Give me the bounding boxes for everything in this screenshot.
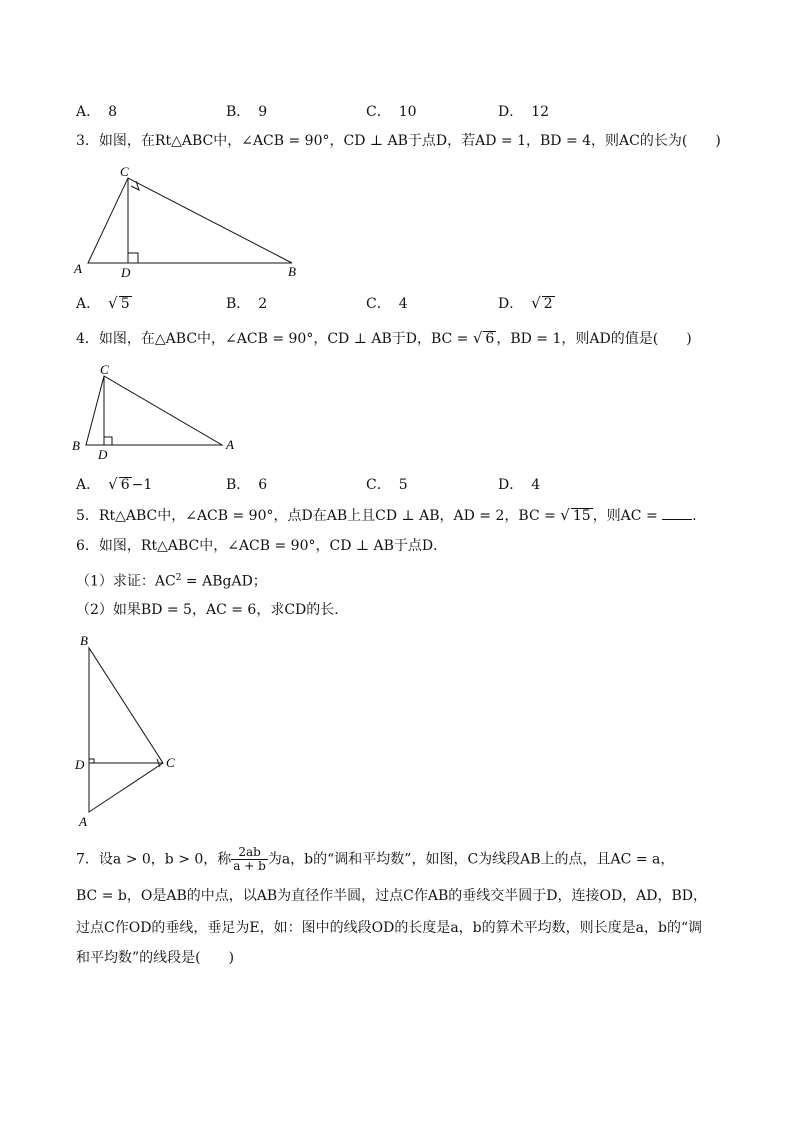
q6-label-c: C	[166, 755, 175, 770]
option-b: B． 6	[226, 477, 268, 493]
q4-label-c: C	[100, 362, 109, 377]
q6-label-b: B	[80, 633, 88, 648]
q6-part2: （2）如果BD = 5，AC = 6，求CD的长．	[76, 602, 349, 618]
q4-figure	[70, 360, 250, 464]
option-a: A． √ 5	[76, 294, 130, 312]
harmonic-fraction: $\frac{2ab}{a + b}$	[233, 845, 266, 873]
q3-label-d: D	[121, 265, 131, 280]
q4-label-a: A	[226, 437, 234, 452]
q3-label-b: B	[288, 264, 296, 279]
q4-label-d: D	[98, 447, 108, 462]
q7-line-2: BC = b，O是AB的中点，以AB为直径作半圆，过点C作AB的垂线交半圆于D，连接OD，AD，BD，	[76, 888, 708, 904]
q2-options	[76, 101, 716, 121]
answer-blank[interactable]	[662, 507, 692, 520]
q4-options	[76, 474, 716, 494]
q6-figure	[70, 632, 190, 832]
q7-line-3: 过点C作OD的垂线，垂足为E，如：图中的线段OD的长度是a，b的算术平均数，则长度是a，b的“调	[76, 920, 703, 936]
option-c: C． 4	[366, 296, 408, 312]
q4-label-b: B	[72, 438, 80, 453]
q6-part1: （1）求证：$AC^2$ = ABgAD；	[76, 573, 267, 590]
q7-line-4: 和平均数”的线段是( )	[76, 950, 235, 966]
q5-stem: 5．Rt△ABC中，∠ACB = 90°，点D在AB上且CD ⊥ AB，AD = 2，BC = √ 15 ，则AC = .	[76, 506, 697, 524]
q6-stem: 6．如图，Rt△ABC中，∠ACB = 90°，CD ⊥ AB于点D．	[76, 538, 448, 554]
option-d: D． √ 2	[498, 294, 553, 312]
option-c: C． 5	[366, 477, 408, 493]
option-d: D． 4	[498, 477, 541, 493]
q3-figure	[70, 160, 310, 284]
option-a: A． √ 6 −1	[76, 475, 153, 493]
option-d: D． 12	[498, 104, 550, 120]
option-a: A． 8	[76, 104, 118, 120]
option-c: C． 10	[366, 104, 417, 120]
q3-options	[76, 293, 716, 313]
q3-label-c: C	[120, 164, 129, 179]
option-b: B． 2	[226, 296, 268, 312]
q6-label-d: D	[75, 757, 85, 772]
q3-stem: 3．如图，在Rt△ABC中，∠ACB = 90°，CD ⊥ AB于点D，若AD = 1，BD = 4，则AC的长为( )	[76, 133, 721, 149]
q6-label-a: A	[79, 814, 87, 829]
q3-label-a: A	[74, 261, 82, 276]
q7-line-1: 7．设a > 0，b > 0，称 $\frac{2ab}{a + b}$ 为a，b的“调和平均数”，如图，C为线段AB上的点，且AC = a，	[76, 845, 675, 873]
option-b: B． 9	[226, 104, 268, 120]
q4-stem: 4．如图，在△ABC中，∠ACB = 90°，CD ⊥ AB于D，BC = √ 6 ，BD = 1，则AD的值是( )	[76, 329, 692, 347]
